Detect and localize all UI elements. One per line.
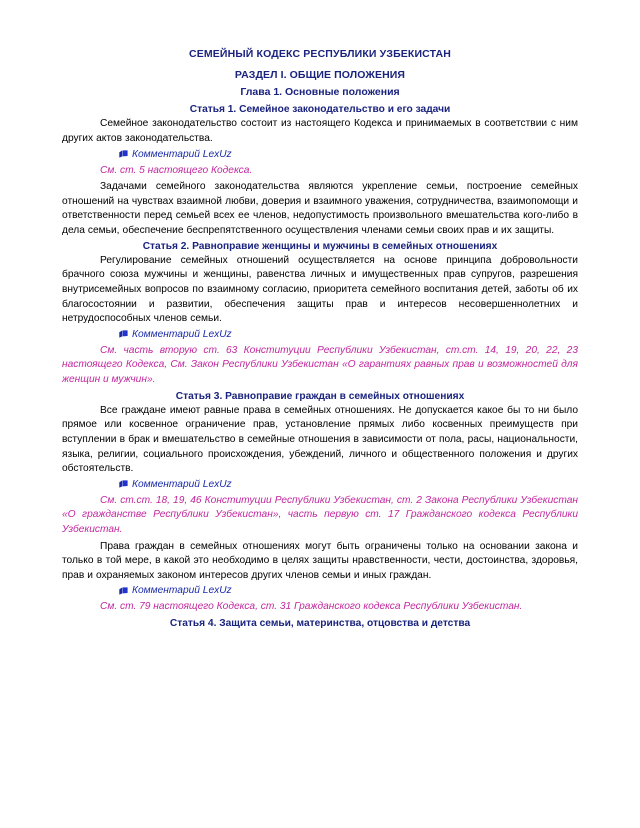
commentary-label-text: Комментарий LexUz — [132, 478, 232, 490]
commentary-reference[interactable]: См. ст. 79 настоящего Кодекса, ст. 31 Гражданского кодекса Республики Узбекистан. — [100, 601, 523, 613]
document-chapter-heading: Глава 1. Основные положения — [240, 86, 400, 99]
article-heading-1: Статья 1. Семейное законодательство и его задачи — [189, 104, 451, 116]
flag-icon — [119, 586, 128, 594]
commentary-label[interactable] — [62, 328, 578, 342]
commentary-reference[interactable]: См. ст.ст. 18, 19, 46 Конституции Республики Узбекистан, ст. 2 Закона Республики Узбекистан «О гражданстве Республики Узбекистан», часть первую ст. 17 Гражданского кодекса Республики Узбекистан. — [62, 494, 578, 535]
document-title: СЕМЕЙНЫЙ КОДЕКС РЕСПУБЛИКИ УЗБЕКИСТАН — [188, 48, 452, 60]
flag-icon — [119, 149, 128, 157]
document-section-heading: РАЗДЕЛ I. ОБЩИЕ ПОЛОЖЕНИЯ — [234, 69, 406, 82]
article-paragraph: Семейное законодательство состоит из настоящего Кодекса и принимаемых в соответствии с ним других актов законодательства. — [62, 118, 578, 145]
flag-icon — [119, 329, 128, 337]
article-heading-4: Статья 4. Защита семьи, материнства, отцовства и детства — [169, 617, 471, 629]
article-heading-2: Статья 2. Равноправие женщины и мужчины в семейных отношениях — [142, 240, 498, 252]
commentary-label-text: Комментарий LexUz — [132, 148, 232, 160]
article-paragraph: Задачами семейного законодательства являются укрепление семьи, построение семейных отношений на чувствах взаимной любви, доверия и взаимного уважения, сотрудничества, взаимопомощи и ответственности перед семьей всех ее членов, недопустимость произвольного вмешательства кого-либо в дела семьи, обеспечение беспрепятственного осуществления членами семьи своих прав и их защиты. — [62, 181, 578, 236]
commentary-reference[interactable]: См. часть вторую ст. 63 Конституции Республики Узбекистан, ст.ст. 14, 19, 20, 22, 23 настоящего Кодекса, См. Закон Республики Узбекистан «О гарантиях равных прав и возможностей для женщин и мужчин». — [62, 344, 578, 385]
commentary-label-text: Комментарий LexUz — [132, 585, 232, 597]
commentary-label[interactable] — [62, 478, 578, 492]
article-paragraph: Все граждане имеют равные права в семейных отношениях. Не допускается какое бы то ни было прямое или косвенное ограничение прав, установление прямых либо косвенных преимуществ при вступлении в брак и вмешательство в семейные отношения в зависимости от пола, расы, национальности, языка, религии, социального происхождения, убеждений, личного и общественного положения и других обстоятельств. — [62, 404, 578, 475]
article-heading-3: Статья 3. Равноправие граждан в семейных отношениях — [175, 390, 465, 402]
article-paragraph: Регулирование семейных отношений осуществляется на основе принципа добровольности брачного союза мужчины и женщины, равенства личных и имущественных прав супругов, разрешения внутрисемейных вопросов по взаимному согласию, приоритета семейного воспитания детей, заботы об их благосостоянии и развитии, обеспечения защиты прав и интересов несовершеннолетних и нетрудоспособных членов семьи. — [62, 254, 578, 325]
article-paragraph: Права граждан в семейных отношениях могут быть ограничены только на основании закона и только в той мере, в какой это необходимо в целях защиты нравственности, чести, достоинства, здоровья, прав и охраняемых законом интересов других членов семьи и иных граждан. — [62, 540, 578, 581]
commentary-reference[interactable]: См. ст. 5 настоящего Кодекса. — [100, 164, 253, 176]
commentary-label[interactable] — [62, 584, 578, 598]
flag-icon — [119, 479, 128, 487]
commentary-label-text: Комментарий LexUz — [132, 328, 232, 340]
commentary-label[interactable] — [62, 148, 578, 162]
